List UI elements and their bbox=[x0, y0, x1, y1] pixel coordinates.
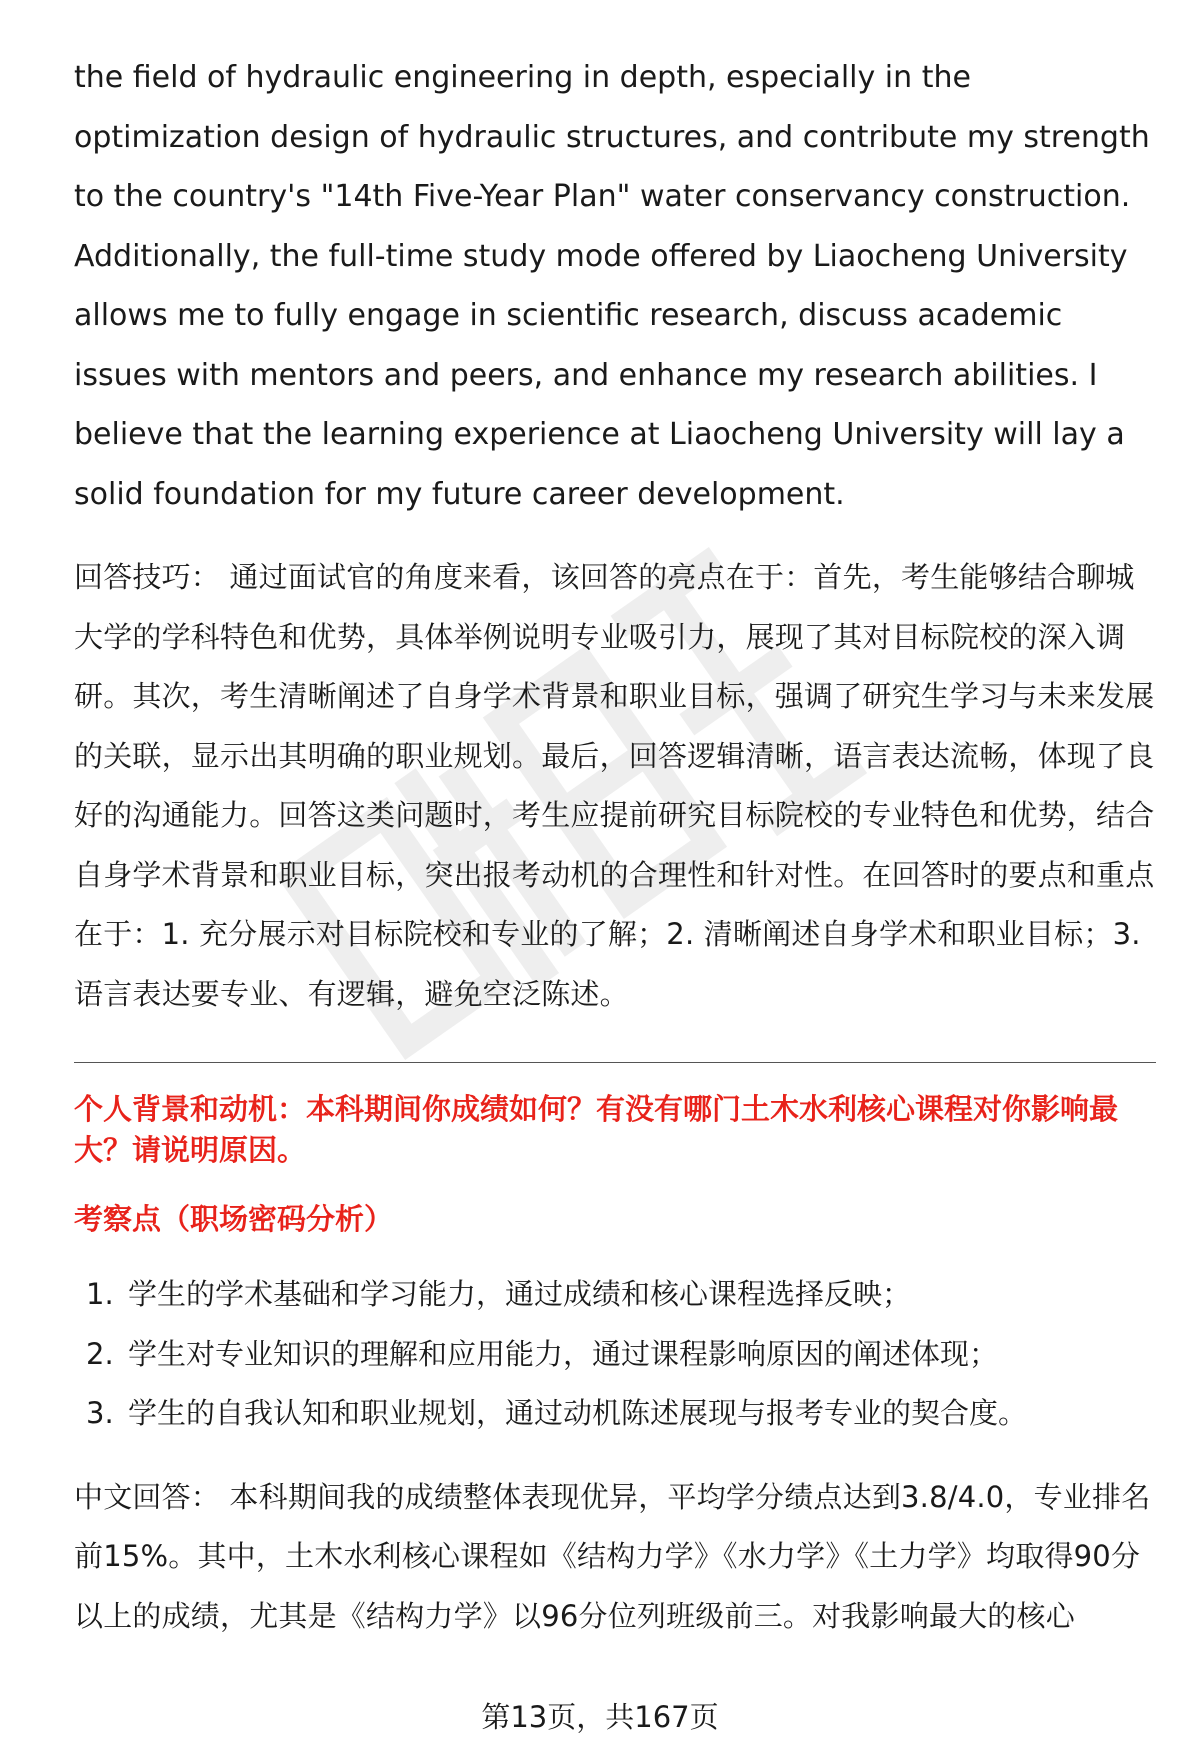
english-answer-paragraph: the field of hydraulic engineering in depth, especially in the optimization design of hydraulic structures, and contribute my strength to the country's "14th Five-Year Plan" water conservancy construction. Additionally, the full-time study mode offered by Liaocheng University allows me to fully engage in scientific research, discuss academic issues with mentors and peers, and enhance my research abilities. I believe that the learning experience at Liaocheng University will lay a solid foundation for my future career development. bbox=[74, 60, 1150, 512]
section-divider bbox=[74, 1062, 1156, 1063]
assessment-points-list bbox=[74, 1265, 1156, 1444]
question-heading: 个人背景和动机：本科期间你成绩如何？有没有哪门土木水利核心课程对你影响最大？请说明原因。 bbox=[74, 1092, 1119, 1167]
list-item-text: 学生的自我认知和职业规划，通过动机陈述展现与报考专业的契合度。 bbox=[128, 1396, 1028, 1430]
page-number-footer: 第13页，共167页 bbox=[481, 1700, 719, 1734]
answer-tips-paragraph: 回答技巧： 通过面试官的角度来看，该回答的亮点在于：首先，考生能够结合聊城大学的学科特色和优势，具体举例说明专业吸引力，展现了其对目标院校的深入调研。其次，考生清晰阐述了自身学术背景和职业目标，强调了研究生学习与未来发展的关联，显示出其明确的职业规划。最后，回答逻辑清晰，语言表达流畅，体现了良好的沟通能力。回答这类问题时，考生应提前研究目标院校的专业特色和优势，结合自身学术背景和职业目标，突出报考动机的合理性和针对性。在回答时的要点和重点在于：1. 充分展示对目标院校和专业的了解；2. 清晰阐述自身学术和职业目标；3. 语言表达要专业、有逻辑，避免空泛陈述。 bbox=[74, 560, 1155, 1011]
list-item bbox=[74, 1384, 1156, 1444]
list-item-text: 学生的学术基础和学习能力，通过成绩和核心课程选择反映； bbox=[128, 1277, 912, 1311]
list-item-number: 1. bbox=[86, 1277, 114, 1311]
list-item bbox=[74, 1265, 1156, 1325]
list-item-text: 学生对专业知识的理解和应用能力，通过课程影响原因的阐述体现； bbox=[128, 1336, 999, 1371]
chinese-answer-paragraph: 中文回答： 本科期间我的成绩整体表现优异，平均学分绩点达到3.8/4.0，专业排名前15%。其中，土木水利核心课程如《结构力学》《水力学》《土力学》均取得90分以上的成绩，尤其是《结构力学》以96分位列班级前三。对我影响最大的核心 bbox=[74, 1479, 1151, 1633]
list-item bbox=[74, 1325, 1156, 1385]
main-content bbox=[74, 48, 1156, 1646]
list-item-number: 2. bbox=[86, 1336, 114, 1371]
list-item-number: 3. bbox=[86, 1396, 114, 1430]
assessment-points-title: 考察点（职场密码分析） bbox=[74, 1202, 394, 1236]
